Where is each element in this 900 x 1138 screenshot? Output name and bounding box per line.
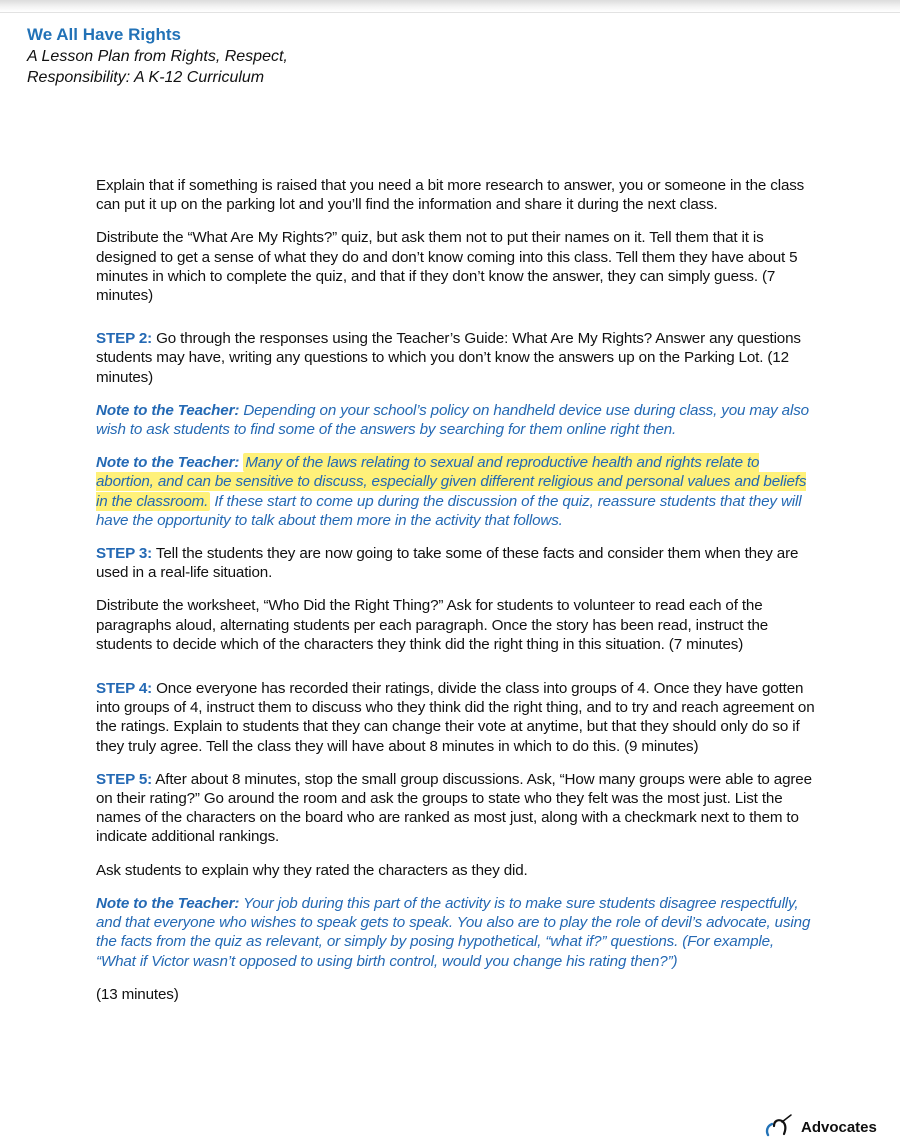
- document-title: We All Have Rights: [27, 25, 181, 44]
- document-subtitle-line-2: Responsibility: A K-12 Curriculum: [27, 69, 265, 86]
- advocates-logo: [762, 1114, 892, 1138]
- step-2-label: STEP 2:: [96, 330, 153, 348]
- document-header: [27, 24, 447, 88]
- top-border: [0, 0, 900, 13]
- step-4-text: Once everyone has recorded their ratings, divide the class into groups of 4. Once they have gotten into groups of 4, instruct them to discuss who they think did the right thing, and to try and reach agreement on the ratings. Explain to students that they can change their vote at anytime, but that they should only do so if they truly agree. Tell the class they will have about 8 minutes in which to do this. (9 minutes): [96, 680, 815, 755]
- step-5-text: After about 8 minutes, stop the small group discussions. Ask, “How many groups were able to agree on their rating?” Go around the room and ask the groups to state who they felt was the most just. List the names of the characters on the board who are ranked as most just, along with a checkmark next to them to indicate additional rankings.: [96, 770, 812, 846]
- step-2-text: Go through the responses using the Teacher’s Guide: What Are My Rights? Answer any questions students may have, writing any questions to which you don’t know the answers up on the Parking Lot. (12 minutes): [96, 330, 801, 386]
- step-3-label: STEP 3:: [96, 545, 153, 563]
- teacher-note-1: [96, 401, 816, 439]
- advocates-logo-text: Advocates: [801, 1119, 877, 1136]
- step-3-paragraph: [96, 544, 816, 582]
- teacher-note-1-text: Depending on your school’s policy on handheld device use during class, you may also wish to ask students to find some of the answers by searching for them online right then.: [96, 401, 809, 439]
- document-subtitle-line-1: A Lesson Plan from Rights, Respect,: [27, 48, 288, 65]
- step-4-paragraph: [96, 679, 816, 756]
- paragraph-worksheet: Distribute the worksheet, “Who Did the Right Thing?” Ask for students to volunteer to read each of the paragraphs aloud, alternating students per each paragraph. Once the story has been read, instruct the students to decide which of the characters they think did the right thing in this situation. (7 minutes): [96, 597, 769, 653]
- lesson-content: [96, 176, 816, 1004]
- step-3-text: Tell the students they are now going to take some of these facts and consider them when they are used in a real-life situation.: [96, 545, 799, 582]
- teacher-note-2-label: Note to the Teacher:: [96, 454, 240, 472]
- paragraph-quiz: Distribute the “What Are My Rights?” quiz, but ask them not to put their names on it. Tell them that it is designed to get a sense of what they do and don’t know coming into this class. Tell them they have about 5 minutes in which to complete the quiz, and that if they don’t know the answer, they can simply guess. (7 minutes): [96, 229, 798, 305]
- highlighted-text: Many of the laws relating to sexual and reproductive health and rights relate to abortion, and can be sensitive to discuss, especially given different religious and personal values and beliefs in the classroom.: [96, 454, 807, 510]
- paragraph-explain-ratings: Ask students to explain why they rated the characters as they did.: [96, 861, 528, 879]
- paragraph-parking-lot: Explain that if something is raised that you need a bit more research to answer, you or someone in the class can put it up on the parking lot and you’ll find the information and share it during the next class.: [96, 177, 805, 214]
- final-timing: (13 minutes): [96, 985, 179, 1003]
- teacher-note-3: [96, 894, 816, 971]
- advocates-swoosh-icon: [762, 1114, 796, 1138]
- teacher-note-2: [96, 453, 816, 530]
- step-5-paragraph: [96, 770, 816, 847]
- step-2-paragraph: [96, 329, 816, 387]
- teacher-note-1-label: Note to the Teacher:: [96, 401, 240, 419]
- teacher-note-3-label: Note to the Teacher:: [96, 894, 240, 912]
- teacher-note-3-text: Your job during this part of the activity is to make sure students disagree respectfully, and that everyone who wishes to speak gets to speak. You also are to play the role of devil’s advocate, using the facts from the quiz as relevant, or simply by posing hypothetical, “what if?” questions. (For example, “What if Victor wasn’t opposed to using birth control, would you change his rating then?”): [96, 894, 811, 970]
- step-5-label: STEP 5:: [96, 770, 153, 788]
- step-4-label: STEP 4:: [96, 680, 153, 698]
- teacher-note-2-text: If these start to come up during the discussion of the quiz, reassure students that they will have the opportunity to talk about them more in the activity that follows.: [96, 492, 802, 529]
